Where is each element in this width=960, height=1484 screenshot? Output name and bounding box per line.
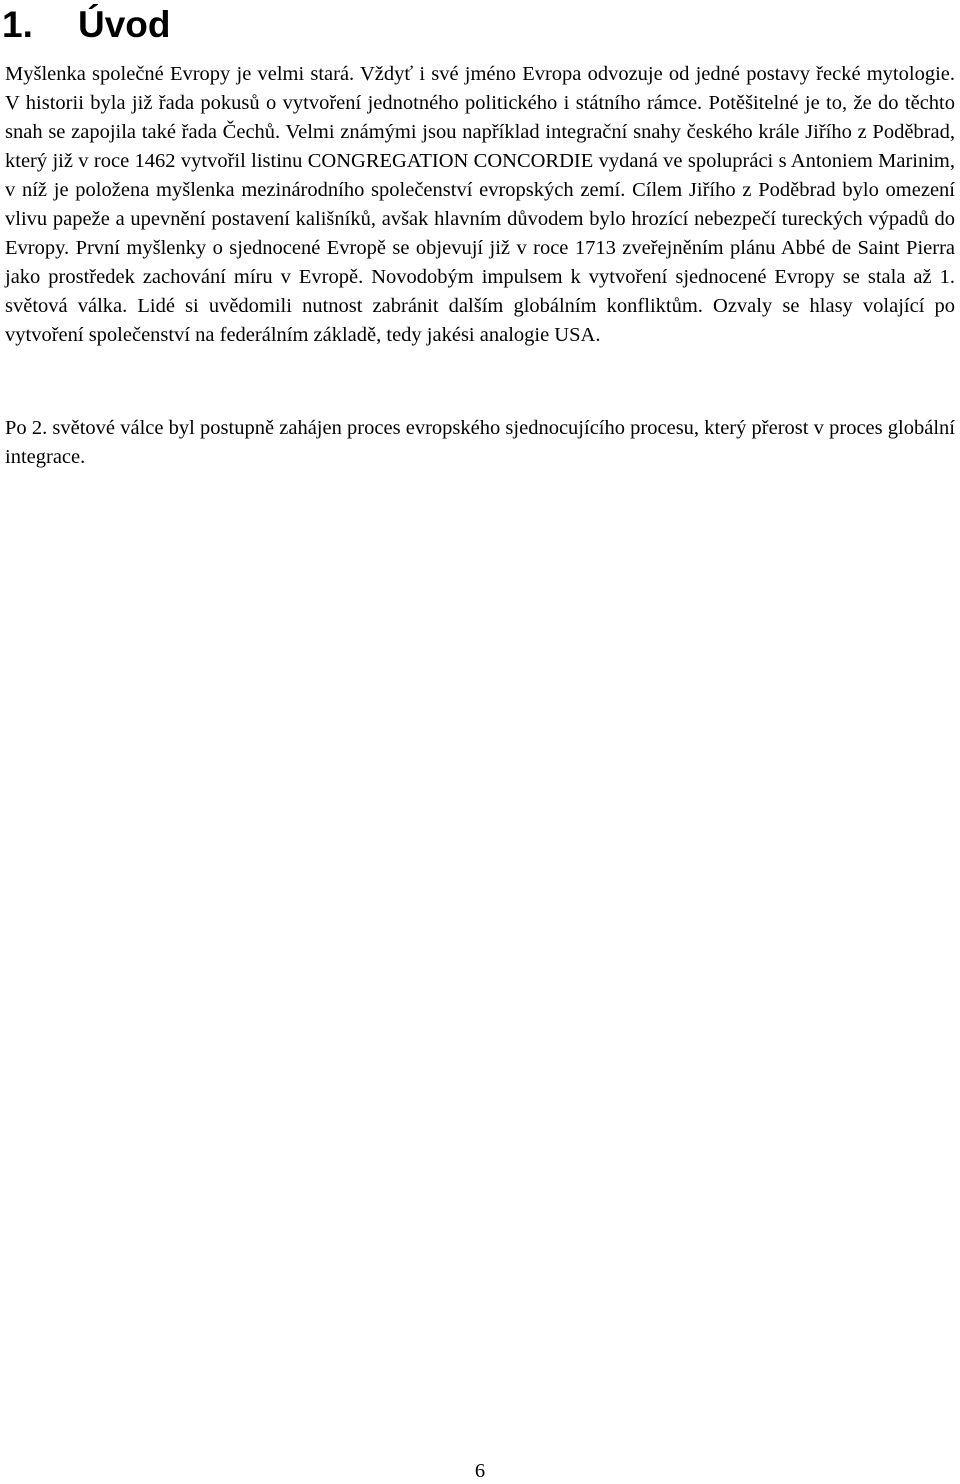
intro-paragraph: Myšlenka společné Evropy je velmi stará. Vždyť i své jméno Evropa odvozuje od jedné postavy řecké mytologie. V historii byla již řada pokusů o vytvoření jednotného politického i státního rámce. Potěšitelné je to, že do těchto snah se zapojila také řada Čechů. Velmi známými jsou například integrační snahy českého krále Jiřího z Poděbrad, který již v roce 1462 vytvořil listinu CONGREGATION CONCORDIE vydaná ve spolupráci s Antoniem Marinim, v níž je položena myšlenka mezinárodního společenství evropských zemí. Cílem Jiřího z Poděbrad bylo omezení vlivu papeže a upevnění postavení kališníků, avšak hlavním důvodem bylo hrozící nebezpečí tureckých výpadů do Evropy. První myšlenky o sjednocené Evropě se objevují již v roce 1713 zveřejněním plánu Abbé de Saint Pierra jako prostředek zachování míru v Evropě. Novodobým impulsem k vytvoření sjednocené Evropy se stala až 1. světová válka. Lidé si uvědomili nutnost zabránit dalším globálním konfliktům. Ozvaly se hlasy volající po vytvoření společenství na federálním základě, tedy jakési analogie USA.: [5, 63, 955, 346]
second-paragraph: Po 2. světové válce byl postupně zahájen proces evropského sjednocujícího procesu, který přerost v proces globální integrace.: [5, 417, 955, 468]
chapter-number: 1.: [2, 4, 33, 45]
chapter-heading: [2, 2, 171, 48]
chapter-title: Úvod: [78, 4, 171, 45]
page-number: 6: [474, 1460, 486, 1482]
